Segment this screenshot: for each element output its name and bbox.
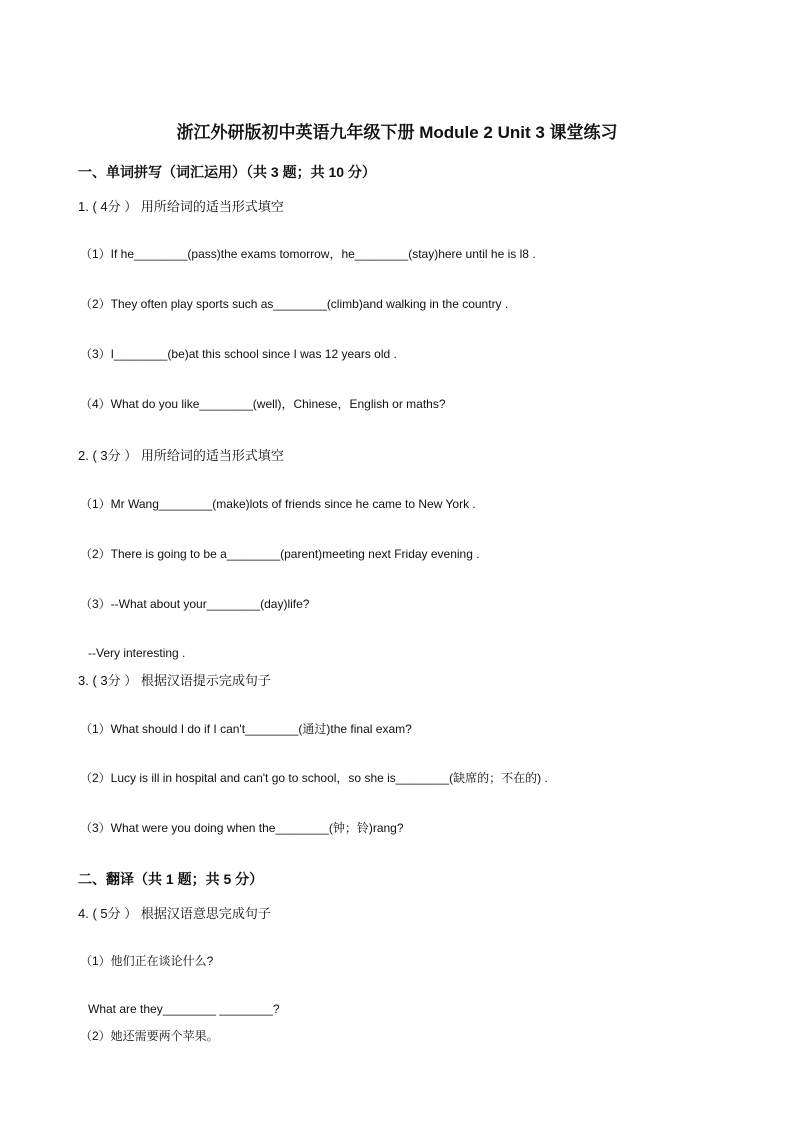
question-2-answer-line: --Very interesting . — [88, 646, 186, 660]
question-2-item-1: （1）Mr Wang________(make)lots of friends since he came to New York . — [80, 497, 476, 511]
question-4-heading: 4. ( 5分 ） 根据汉语意思完成句子 — [78, 906, 271, 921]
question-2-item-3: （3）--What about your________(day)life? — [80, 597, 310, 611]
question-1-item-4: （4）What do you like________(well)，Chinese，English or maths? — [80, 397, 446, 411]
question-2-item-2: （2）There is going to be a________(parent)meeting next Friday evening . — [80, 547, 480, 561]
question-1-heading: 1. ( 4分 ） 用所给词的适当形式填空 — [78, 199, 284, 214]
question-4-answer-line: What are they________ ________? — [88, 1002, 280, 1016]
question-1-item-3: （3）I________(be)at this school since I was 12 years old . — [80, 347, 397, 361]
question-3-item-1: （1）What should I do if I can't________(通过)the final exam? — [80, 722, 412, 736]
question-3-item-2: （2）Lucy is ill in hospital and can't go to school，so she is________(缺席的；不在的) . — [80, 771, 548, 785]
question-1-item-2: （2）They often play sports such as________(climb)and walking in the country . — [80, 297, 509, 311]
question-4-item-1: （1）他们正在谈论什么? — [80, 954, 214, 968]
question-4-item-2: （2）她还需要两个苹果。 — [80, 1029, 219, 1043]
section-heading-vocabulary: 一、单词拼写（词汇运用）（共 3 题；共 10 分） — [78, 164, 376, 180]
section-heading-translation: 二、翻译（共 1 题；共 5 分） — [78, 871, 264, 887]
question-1-item-1: （1）If he________(pass)the exams tomorrow，he________(stay)here until he is l8 . — [80, 247, 536, 261]
question-2-heading: 2. ( 3分 ） 用所给词的适当形式填空 — [78, 448, 284, 463]
question-3-heading: 3. ( 3分 ） 根据汉语提示完成句子 — [78, 673, 271, 688]
page-title: 浙江外研版初中英语九年级下册 Module 2 Unit 3 课堂练习 — [176, 123, 618, 142]
question-3-item-3: （3）What were you doing when the________(钟；铃)rang? — [80, 821, 404, 835]
